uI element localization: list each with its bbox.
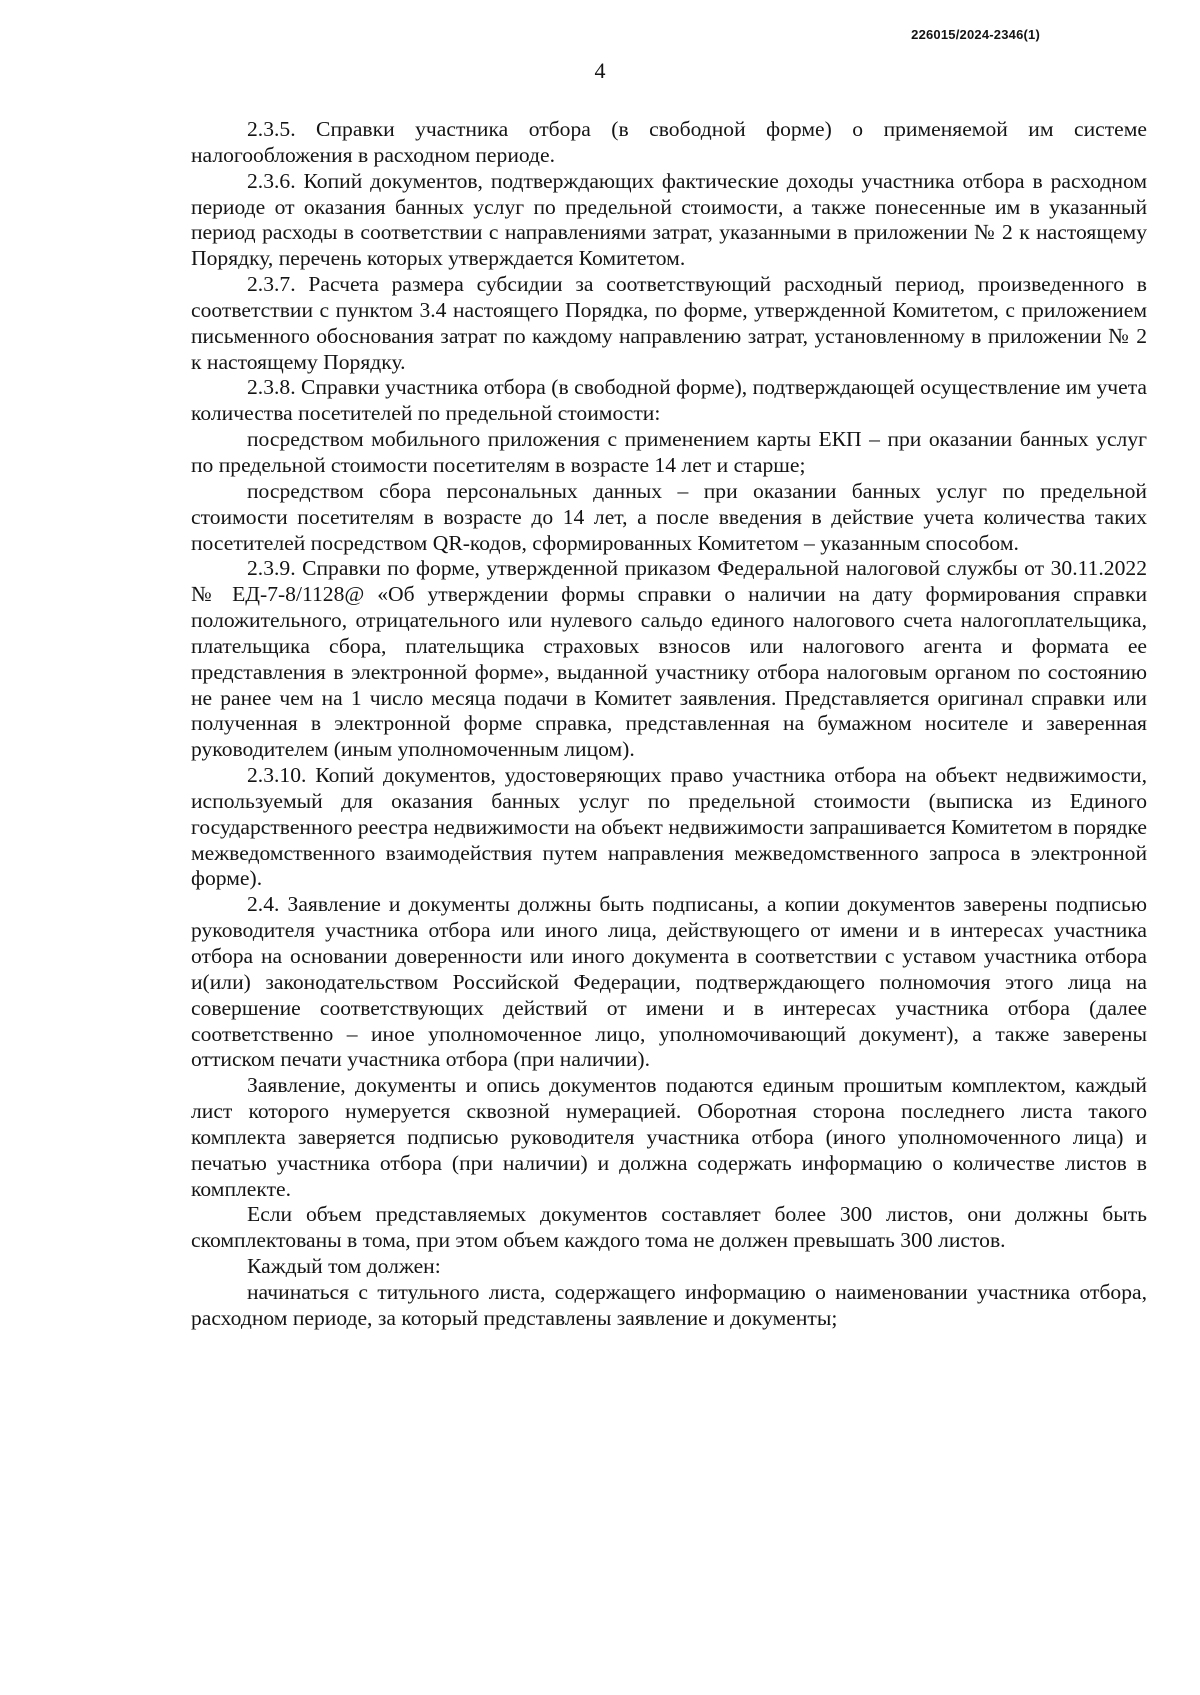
document-body — [191, 117, 1147, 1332]
paragraph-2-3-8-item-personal-data: посредством сбора персональных данных – при оказании банных услуг по предельной стоимости посетителям в возрасте до 14 лет, а после введения в действие учета количества таких посетителей посредством QR-кодов, сформированных Комитетом – указанным способом. — [191, 478, 1147, 555]
paragraph-2-3-6: 2.3.6. Копий документов, подтверждающих фактические доходы участника отбора в расходном периоде от оказания банных услуг по предельной стоимости, а также понесенные им в указанный период расходы в соответствии с направлениями затрат, указанными в приложении № 2 к настоящему Порядку, перечень которых утверждается Комитетом. — [191, 168, 1147, 271]
paragraph-2-3-8-item-mobile-app: посредством мобильного приложения с применением карты ЕКП – при оказании банных услуг по предельной стоимости посетителям в возрасте 14 лет и старше; — [191, 427, 1147, 477]
paragraph-2-3-7: 2.3.7. Расчета размера субсидии за соответствующий расходный период, произведенного в соответствии с пунктом 3.4 настоящего Порядка, по форме, утвержденной Комитетом, с приложением письменного обоснования затрат по каждому направлению затрат, установленному в приложении № 2 к настоящему Порядку. — [191, 272, 1147, 374]
paragraph-title-sheet: начинаться с титульного листа, содержащего информацию о наименовании участника отбора, расходном периоде, за который представлены заявление и документы; — [191, 1279, 1147, 1330]
paragraph-volume-limit: Если объем представляемых документов составляет более 300 листов, они должны быть скомплектованы в тома, при этом объем каждого тома не должен превышать 300 листов. — [191, 1202, 1147, 1253]
paragraph-2-3-8: 2.3.8. Справки участника отбора (в свободной форме), подтверждающей осуществление им учета количества посетителей по предельной стоимости: — [191, 375, 1147, 426]
paragraph-submission-set: Заявление, документы и опись документов подаются единым прошитым комплектом, каждый лист которого нумеруется сквозной нумерацией. Оборотная сторона последнего листа такого комплекта заверяется подписью руководителя участника отбора (иного уполномоченного лица) и печатью участника отбора (при наличии) и должна содержать информацию о количестве листов в комплекте. — [191, 1073, 1147, 1201]
paragraph-2-3-9: 2.3.9. Справки по форме, утвержденной приказом Федеральной налоговой службы от 30.11.2022 № ЕД-7-8/1128@ «Об утверждении формы справки о наличии на дату формирования справки положительного, отрицательного или нулевого сальдо единого налогового счета налогоплательщика, плательщика сбора, плательщика страховых взносов или налогового агента и формата ее представления в электронной форме», выданной участнику отбора налоговым органом по состоянию не ранее чем на 1 число месяца подачи в Комитет заявления. Представляется оригинал справки или полученная в электронной форме справка, представленная на бумажном носителе и заверенная руководителем (иным уполномоченным лицом). — [191, 556, 1147, 762]
document-registration-number: 226015/2024-2346(1) — [911, 27, 1040, 42]
paragraph-2-3-5: 2.3.5. Справки участника отбора (в свободной форме) о применяемой им системе налогообложения в расходном периоде. — [191, 117, 1147, 167]
page-number: 4 — [594, 58, 606, 83]
paragraph-2-3-10: 2.3.10. Копий документов, удостоверяющих право участника отбора на объект недвижимости, используемый для оказания банных услуг по предельной стоимости (выписка из Единого государственного реестра недвижимости на объект недвижимости запрашивается Комитетом в порядке межведомственного взаимодействия путем направления межведомственного запроса в электронной форме). — [191, 763, 1147, 891]
paragraph-volume-requirements: Каждый том должен: — [247, 1254, 441, 1279]
paragraph-2-4: 2.4. Заявление и документы должны быть подписаны, а копии документов заверены подписью руководителя участника отбора или иного лица, действующего от имени и в интересах участника отбора на основании доверенности или иного документа в соответствии с уставом участника отбора и(или) законодательством Российской Федерации, подтверждающего полномочия этого лица на совершение соответствующих действий от имени и в интересах участника отбора (далее соответственно – иное уполномоченное лицо, уполномочивающий документ), а также заверены оттиском печати участника отбора (при наличии). — [191, 892, 1147, 1072]
